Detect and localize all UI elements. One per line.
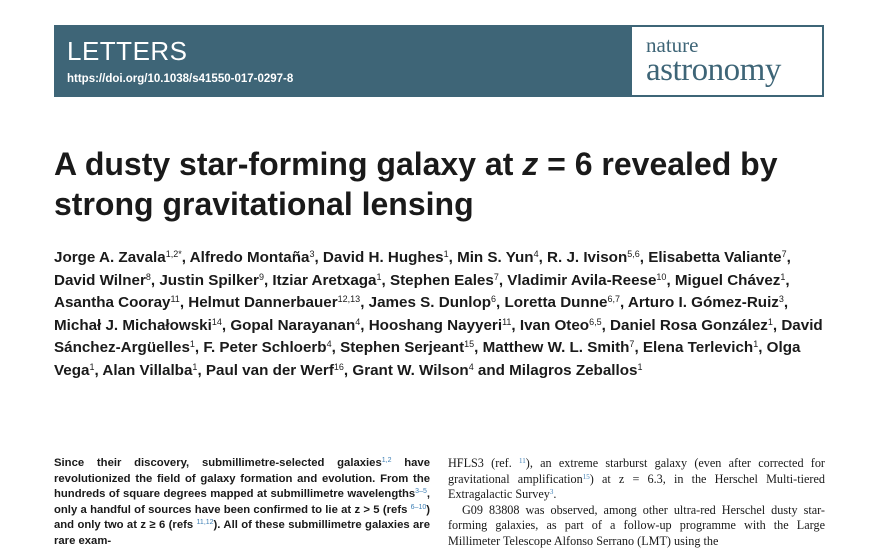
abstract-text: ) and only two at z ≥ 6 (refs: [54, 503, 430, 532]
author-name[interactable]: Itziar Aretxaga: [272, 271, 377, 289]
author-name[interactable]: Vladimir Avila-Reese: [507, 271, 657, 289]
reference-link[interactable]: 11: [519, 457, 526, 465]
author-affiliation: 4: [326, 339, 332, 350]
journal-logo-top: nature: [646, 33, 699, 57]
author-name[interactable]: Min S. Yun: [457, 249, 534, 266]
author-affiliation: 10: [656, 271, 667, 282]
reference-link[interactable]: 15: [582, 472, 590, 481]
reference-link[interactable]: 3–5: [415, 488, 427, 496]
author-affiliation: 7: [629, 339, 635, 350]
author-name[interactable]: R. J. Ivison: [547, 249, 628, 266]
author-affiliation: 6,5: [589, 316, 602, 327]
abstract: [54, 456, 430, 550]
author-name[interactable]: Matthew W. L. Smith: [482, 339, 630, 357]
author-affiliation: 7: [493, 271, 499, 282]
section-label: LETTERS: [67, 36, 188, 66]
reference-link[interactable]: 3: [549, 488, 554, 496]
author-name[interactable]: Alfredo Montaña: [189, 249, 310, 266]
author-name[interactable]: Michał J. Michałowski: [54, 316, 212, 334]
author-name[interactable]: Stephen Serjeant: [340, 339, 465, 357]
reference-link[interactable]: 1,2: [381, 457, 392, 464]
author-name[interactable]: David H. Hughes: [322, 249, 444, 266]
title-text-end: = 6 revealed by strong gravitational lensing: [54, 146, 778, 222]
author-name[interactable]: Gopal Narayanan: [230, 316, 356, 334]
author-affiliation: 1,2*: [165, 249, 182, 259]
body-column: [448, 456, 825, 549]
author-affiliation: 15: [464, 339, 475, 350]
author-affiliation: 12,13: [337, 294, 361, 305]
author-affiliation: 1: [192, 361, 198, 372]
reference-link[interactable]: 11,12: [196, 519, 214, 527]
author-name[interactable]: Ivan Oteo: [519, 316, 590, 334]
body-text: ), an extreme starburst galaxy (even after corrected for gravitational amplification: [448, 456, 825, 486]
author-affiliation: 1: [376, 271, 382, 282]
author-affiliation: 1: [637, 361, 643, 372]
body-paragraph: [448, 456, 825, 503]
body-text: .: [553, 487, 557, 501]
author-affiliation: 6: [491, 294, 497, 305]
author-name[interactable]: Daniel Rosa González: [610, 316, 768, 334]
author-affiliation: 1: [89, 361, 95, 372]
author-name[interactable]: Loretta Dunne: [504, 294, 608, 312]
author-affiliation: 4: [468, 361, 474, 372]
author-name[interactable]: Elisabetta Valiante: [648, 249, 782, 266]
author-name[interactable]: Jorge A. Zavala: [54, 249, 166, 266]
author-name[interactable]: James S. Dunlop: [368, 294, 492, 312]
body-text: HFLS3 (ref.: [448, 456, 520, 470]
abstract-text: ). All of these submillimetre galaxies are rare exam-: [54, 519, 430, 547]
author-name[interactable]: Miguel Chávez: [674, 271, 781, 289]
author-name[interactable]: Elena Terlevich: [642, 339, 754, 357]
author-affiliation: 11: [502, 316, 512, 327]
body-paragraph: G09 83808 was observed, among other ultra-red Herschel dusty star-forming galaxies, as part of a follow-up programme with the Large Millimeter Telescope Alfonso Serrano (LMT) using the: [448, 502, 825, 548]
author-affiliation: 1: [767, 316, 773, 327]
abstract-text: Since their discovery, submillimetre-selected galaxies: [54, 457, 382, 469]
author-name[interactable]: Helmut Dannerbauer: [188, 294, 338, 312]
author-name[interactable]: Milagros Zeballos: [509, 361, 638, 379]
title-variable: z: [522, 146, 539, 182]
author-name[interactable]: Alan Villalba: [102, 361, 193, 379]
author-affiliation: 6,7: [607, 294, 620, 305]
author-affiliation: 3: [778, 294, 784, 305]
author-affiliation: 1: [189, 339, 195, 350]
author-affiliation: 1: [443, 249, 449, 259]
abstract-text: have revolutionized the field of galaxy formation and evolution. From the hundreds of square degrees mapped at submillimetre wavelengths: [54, 457, 430, 501]
author-joiner: and: [473, 361, 510, 379]
author-affiliation: 3: [309, 249, 315, 259]
body-text: ) at z = 6.3, in the Herschel Multi-tiered Extragalactic Survey: [448, 471, 825, 501]
author-affiliation: 11: [170, 294, 180, 305]
journal-logo: [632, 27, 822, 95]
author-name[interactable]: F. Peter Schloerb: [203, 339, 327, 357]
author-name[interactable]: Arturo I. Gómez-Ruiz: [627, 294, 779, 312]
author-affiliation: 8: [145, 271, 151, 282]
author-affiliation: 4: [355, 316, 361, 327]
author-name[interactable]: Justin Spilker: [159, 271, 259, 289]
author-affiliation: 5,6: [627, 249, 640, 259]
author-name[interactable]: David Wilner: [54, 271, 146, 289]
author-name[interactable]: Grant W. Wilson: [352, 361, 469, 379]
abstract-text: , only a handful of sources have been confirmed to lie at z > 5 (refs: [54, 488, 430, 516]
author-affiliation: 9: [258, 271, 264, 282]
author-name[interactable]: Paul van der Werf: [205, 361, 334, 379]
author-name[interactable]: Olga Vega: [54, 339, 801, 379]
journal-logo-main: astronomy: [646, 52, 781, 88]
author-name[interactable]: Asantha Cooray: [54, 294, 171, 312]
article-title: [54, 144, 834, 224]
title-text: A dusty star-forming galaxy at: [54, 146, 523, 182]
reference-link[interactable]: 6–10: [410, 503, 427, 511]
author-affiliation: 7: [781, 249, 787, 259]
author-list: Jorge A. Zavala$^{1,2*}$, Alfredo Montaña$^3$, David H. Hughes$^1$, Min S. Yun$^4$, R. J. Ivison$^{5,6}$, Elisabetta Valiante$^7$, David Wilner$^8$, Justin Spilker$^9$, Itziar Aretxaga$^1$, Stephen Eales$^7$, Vladimir Avila-Reese$^{10}$, Miguel Chávez$^1$, Asantha Cooray$^{11}$, Helmut Dannerbauer$^{12,13}$, James S. Dunlop$^6$, Loretta Dunne$^{6,7}$, Arturo I. Gómez-Ruiz$^3$, Michał J. Michałowski$^{14}$, Gopal Narayanan$^4$, Hooshang Nayyeri$^{11}$, Ivan Oteo$^{6,5}$, Daniel Rosa González$^1$, David Sánchez-Argüelles$^1$, F. Peter Schloerb$^4$, Stephen Serjeant$^{15}$, Matthew W. L. Smith$^7$, Elena Terlevich$^1$, Olga Vega$^1$, Alan Villalba$^1$, Paul van der Werf$^{16}$, Grant W. Wilson$^4$ and Milagros Zeballos$^1$: [54, 249, 823, 379]
author-affiliation: 1: [753, 339, 759, 350]
author-name[interactable]: Stephen Eales: [389, 271, 494, 289]
author-affiliation: 4: [533, 249, 539, 259]
author-name[interactable]: David Sánchez-Argüelles: [54, 316, 823, 357]
author-affiliation: 14: [211, 316, 222, 327]
doi-link[interactable]: https://doi.org/10.1038/s41550-017-0297-8: [67, 73, 294, 85]
author-affiliation: 16: [333, 361, 344, 372]
article-header: [54, 25, 824, 97]
author-affiliation: 1: [780, 271, 786, 282]
author-name[interactable]: Hooshang Nayyeri: [368, 316, 503, 334]
